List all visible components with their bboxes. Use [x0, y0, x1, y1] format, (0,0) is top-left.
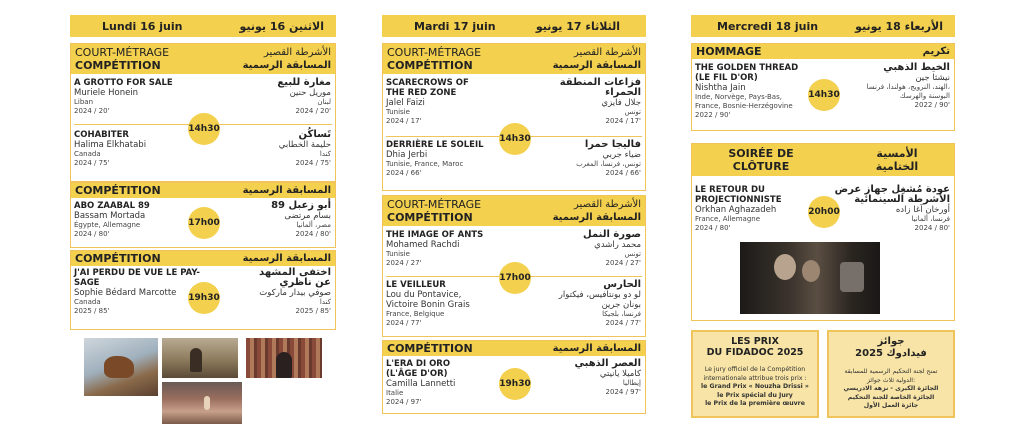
film-director-ar: حليمة الخطابي — [278, 140, 331, 150]
monday-comp2-section — [70, 250, 336, 330]
film-entry — [74, 201, 199, 239]
film-country-ar: مصر، ألمانيا — [296, 221, 331, 229]
film-country-ar: فرنسا، بلجيكا — [602, 310, 641, 318]
film-title: L'ERA DI ORO — [386, 359, 451, 369]
court-label-fr: COURT-MÉTRAGE — [387, 198, 482, 211]
film-title-cont: (L'ÂGE D'OR) — [386, 369, 448, 379]
film-meta-ar: 2024 / 77' — [605, 319, 641, 327]
film-director: Jalel Faizi — [386, 98, 425, 108]
film-entry-ar — [221, 78, 331, 116]
film-title: LE VEILLEUR — [386, 280, 446, 290]
film-director-ar-cont: بونان جرين — [601, 300, 641, 310]
film-title-cont: SAGE — [74, 278, 100, 288]
film-title: SCARECROWS OF — [386, 78, 469, 88]
film-country-ar: الهند، النرويج، هولندا، فرنسا، — [866, 83, 950, 91]
comp-label-fr: COMPÉTITION — [387, 211, 473, 224]
film-title-ar: الخيط الذهبي — [883, 62, 950, 73]
film-director: Nishtha Jain — [695, 83, 746, 93]
film-title-ar-cont: الأشرطة السينمائية — [854, 194, 950, 205]
film-entry — [386, 230, 506, 268]
film-title: ABO ZAABAL 89 — [74, 201, 150, 211]
film-title-cont: THE RED ZONE — [386, 88, 457, 98]
film-director-ar: نيشثا جين — [915, 73, 950, 83]
film-still-horse — [84, 338, 158, 396]
day-fr: Lundi 16 juin — [102, 19, 183, 33]
film-country-ar: تونس، فرنسا، المغرب — [576, 160, 641, 168]
comp-label-fr: COMPÉTITION — [75, 252, 161, 265]
section-header — [71, 251, 335, 266]
day-ar: الأربعاء 18 يونيو — [855, 19, 943, 33]
court-label-ar: الأشرطة القصير — [574, 199, 641, 210]
time-badge: 20h00 — [808, 196, 840, 228]
film-still-landscape — [162, 382, 242, 424]
film-entry-ar — [221, 201, 331, 239]
comp-label-ar: المسابقة الرسمية — [552, 343, 641, 354]
film-meta-ar: 2024 / 80' — [295, 230, 331, 238]
film-entry — [74, 78, 199, 116]
section-header — [692, 44, 954, 59]
film-meta: 2024 / 66' — [386, 169, 422, 177]
comp-label-fr: COMPÉTITION — [387, 342, 473, 355]
film-title-ar: فزاعات المنطقة — [559, 77, 641, 88]
film-meta-ar: 2024 / 20' — [295, 107, 331, 115]
film-title: LE RETOUR DU — [695, 185, 765, 195]
day-ar: الاثنين 16 يونيو — [239, 19, 324, 33]
prizes-box-ar — [827, 330, 955, 418]
film-meta: 2024 / 20' — [74, 107, 110, 115]
film-director: Muriele Honein — [74, 88, 139, 98]
film-title-ar: الحارس — [603, 279, 641, 290]
section-header — [383, 44, 645, 74]
film-country-ar: كندا — [319, 150, 331, 158]
film-title-ar: أبو زعبل 89 — [271, 200, 331, 211]
film-entry — [386, 140, 511, 178]
film-meta: 2024 / 80' — [74, 230, 110, 238]
day-header-wednesday — [691, 15, 955, 37]
film-entry-ar — [531, 230, 641, 268]
film-country: Canada — [74, 150, 101, 158]
comp-label-ar: المسابقة الرسمية — [242, 185, 331, 196]
film-meta-ar: 2024 / 27' — [605, 259, 641, 267]
soiree-label-ar: الأمسية الختامية — [875, 147, 919, 173]
film-entry — [695, 185, 807, 233]
comp-label-ar: المسابقة الرسمية — [552, 212, 641, 223]
film-entry-ar — [832, 185, 950, 233]
film-director: Dhia Jerbi — [386, 150, 428, 160]
film-meta: 2024 / 77' — [386, 319, 422, 327]
film-country-cont: France, Bosnie-Herzégovine — [695, 102, 793, 110]
film-meta-ar: 2024 / 80' — [914, 224, 950, 232]
film-country: Inde, Norvège, Pays-Bas, — [695, 93, 782, 101]
film-meta-ar: 2024 / 17' — [605, 117, 641, 125]
film-director-ar: أورخان آغا زاده — [895, 205, 950, 215]
prizes-title-fr: LES PRIX — [731, 336, 779, 347]
film-meta: 2024 / 17' — [386, 117, 422, 125]
film-entry-ar — [531, 140, 641, 178]
film-entry — [74, 130, 199, 168]
film-director-cont: Victoire Bonin Grais — [386, 300, 470, 310]
film-still-projectionist — [740, 242, 880, 314]
film-country-ar: كندا — [319, 298, 331, 306]
film-title-ar: العصر الذهبي — [574, 358, 641, 369]
film-country: Égypte, Allemagne — [74, 221, 141, 229]
court-label-fr: COURT-MÉTRAGE — [75, 46, 170, 59]
jury-prize: le Prix spécial du Jury — [717, 391, 793, 399]
film-country: Tunisie — [386, 108, 410, 116]
film-director: Orkhan Aghazadeh — [695, 205, 777, 215]
film-meta: 2022 / 90' — [695, 111, 731, 119]
film-meta: 2024 / 75' — [74, 159, 110, 167]
jury-prize-ar: الجائزة الخاصة للجنة التحكيم — [847, 393, 935, 401]
film-director-ar: ضياء جربي — [602, 150, 641, 160]
wednesday-cloture-section — [691, 143, 955, 321]
film-director-ar: جلال فايزي — [601, 98, 641, 108]
tuesday-comp-section — [382, 340, 646, 414]
film-title: THE IMAGE OF ANTS — [386, 230, 484, 240]
first-work-prize: le Prix de la première œuvre — [705, 400, 805, 407]
film-country: France, Allemagne — [695, 215, 761, 223]
film-meta: 2024 / 80' — [695, 224, 731, 232]
film-country: Tunisie — [386, 250, 410, 258]
film-director: Mohamed Rachdi — [386, 240, 460, 250]
soiree-label-fr: SOIRÉE DE CLÔTURE — [728, 147, 794, 173]
film-director: Lou du Pontavice, — [386, 290, 462, 300]
prizes-text-ar: الدولية ثلاث جوائز: — [866, 376, 916, 384]
film-meta: 2024 / 27' — [386, 259, 422, 267]
film-director-ar: موريل حنين — [289, 88, 331, 98]
film-entry-ar — [531, 359, 641, 397]
film-country-ar: فرنسا، ألمانيا — [911, 215, 950, 223]
hommage-label-fr: HOMMAGE — [696, 45, 762, 58]
film-country-ar: تونس — [624, 250, 641, 258]
day-header-tuesday — [382, 15, 646, 37]
film-director-ar: محمد راشدي — [594, 240, 641, 250]
first-work-prize-ar: جائزة العمل الأول — [863, 402, 919, 409]
court-label-ar: الأشرطة القصير — [574, 47, 641, 58]
day-ar: الثلاثاء 17 يونيو — [535, 19, 620, 33]
film-title-ar-cont: عن ناظري — [279, 277, 331, 288]
film-entry-ar — [231, 268, 331, 316]
film-director-ar: كاميلا يانيتي — [599, 369, 641, 379]
time-badge: 14h30 — [188, 113, 220, 145]
film-country-ar: لبنان — [317, 98, 331, 106]
film-meta-ar: 2024 / 66' — [605, 169, 641, 177]
prizes-title-ar: جوائز — [877, 336, 905, 347]
film-country: Tunisie, France, Maroc — [386, 160, 464, 168]
film-entry — [695, 63, 807, 120]
section-header — [71, 44, 335, 74]
comp-label-fr: COMPÉTITION — [387, 59, 473, 72]
film-still-library — [246, 338, 322, 378]
day-fr: Mardi 17 juin — [414, 19, 496, 33]
time-badge: 14h30 — [808, 79, 840, 111]
film-director: Sophie Bédard Marcotte — [74, 288, 177, 298]
film-country-ar-cont: البوسنة والهرسك — [899, 92, 950, 100]
film-title-ar-cont: الحمراء — [605, 87, 641, 98]
film-director: Halima Elkhatabi — [74, 140, 147, 150]
film-title: DERRIÈRE LE SOLEIL — [386, 140, 484, 150]
film-country-ar: تونس — [624, 108, 641, 116]
grand-prize: le Grand Prix « Nouzha Drissi » — [701, 383, 809, 390]
grand-prize-ar: الجائزة الكبرى - نزهة الادريسي — [843, 385, 939, 392]
film-country-ar: إيطاليا — [622, 379, 641, 387]
monday-court-section — [70, 43, 336, 182]
section-header — [383, 196, 645, 226]
comp-label-ar: المسابقة الرسمية — [242, 253, 331, 264]
film-director: Bassam Mortada — [74, 211, 146, 221]
comp-label-ar: المسابقة الرسمية — [242, 60, 331, 71]
prizes-subtitle-fr: DU FIDADOC 2025 — [706, 347, 804, 358]
film-meta: 2024 / 97' — [386, 398, 422, 406]
film-title-ar: مغارة للبيع — [277, 77, 331, 88]
prizes-subtitle-ar: فيدادوك 2025 — [855, 348, 927, 359]
monday-comp1-section — [70, 182, 336, 248]
prizes-box-fr — [691, 330, 819, 418]
film-director-ar: لو دو بونتافيس، فيكتوار — [558, 290, 641, 300]
film-meta-ar: 2022 / 90' — [914, 101, 950, 109]
film-entry — [386, 280, 506, 328]
time-badge: 17h00 — [188, 207, 220, 239]
film-country: Canada — [74, 298, 101, 306]
prizes-text-ar: تمنح لجنة التحكيم الرسمية للمسابقة — [844, 368, 938, 375]
film-title: COHABITER — [74, 130, 129, 140]
section-header — [692, 144, 954, 176]
day-header-monday — [70, 15, 336, 37]
film-entry-ar — [531, 78, 641, 126]
film-title-ar: تَساكُن — [298, 129, 331, 140]
tuesday-court2-section — [382, 195, 646, 337]
film-entry-ar — [850, 63, 950, 110]
film-still-room — [162, 338, 238, 378]
film-meta-ar: 2025 / 85' — [295, 307, 331, 315]
court-label-fr: COURT-MÉTRAGE — [387, 46, 482, 59]
film-director: Camilla Lannetti — [386, 379, 456, 389]
film-meta-ar: 2024 / 75' — [295, 159, 331, 167]
film-country: France, Belgique — [386, 310, 445, 318]
film-director-ar: صوفي بيدار ماركوت — [259, 288, 331, 298]
comp-label-fr: COMPÉTITION — [75, 59, 161, 72]
film-title: THE GOLDEN THREAD — [695, 63, 799, 73]
time-badge: 17h00 — [499, 262, 531, 294]
tuesday-court1-section — [382, 43, 646, 191]
section-header — [383, 341, 645, 356]
film-title-ar: فاليجا حمرا — [584, 139, 641, 150]
film-title: A GROTTO FOR SALE — [74, 78, 173, 88]
hommage-label-ar: تكريم — [922, 46, 950, 57]
film-entry — [386, 78, 496, 126]
day-fr: Mercredi 18 juin — [717, 19, 819, 33]
time-badge: 19h30 — [499, 368, 531, 400]
film-entry-ar — [526, 280, 641, 328]
film-entry-ar — [221, 130, 331, 168]
film-country: Italie — [386, 389, 404, 397]
prizes-text: Le jury officiel de la Compétition — [704, 366, 806, 373]
court-label-ar: الأشرطة القصير — [264, 47, 331, 58]
comp-label-fr: COMPÉTITION — [75, 184, 161, 197]
time-badge: 19h30 — [188, 282, 220, 314]
section-header — [71, 183, 335, 198]
film-title-ar: صورة النمل — [583, 229, 641, 240]
film-country: Liban — [74, 98, 94, 106]
film-title-cont: (LE FIL D'OR) — [695, 73, 758, 83]
comp-label-ar: المسابقة الرسمية — [552, 60, 641, 71]
film-title-ar: عودة مُشغِل جهاز عرض — [834, 184, 950, 195]
film-title-ar: اختفى المشهد — [259, 267, 331, 278]
time-badge: 14h30 — [499, 123, 531, 155]
film-meta-ar: 2024 / 97' — [605, 388, 641, 396]
film-meta: 2025 / 85' — [74, 307, 110, 315]
wednesday-hommage-section — [691, 43, 955, 131]
film-title-cont: PROJECTIONNISTE — [695, 195, 782, 205]
film-director-ar: بسام مرتضى — [284, 211, 331, 221]
film-title: J'AI PERDU DE VUE LE PAY- — [74, 268, 200, 278]
film-entry — [386, 359, 506, 407]
prizes-text: internationale attribue trois prix : — [703, 374, 807, 382]
